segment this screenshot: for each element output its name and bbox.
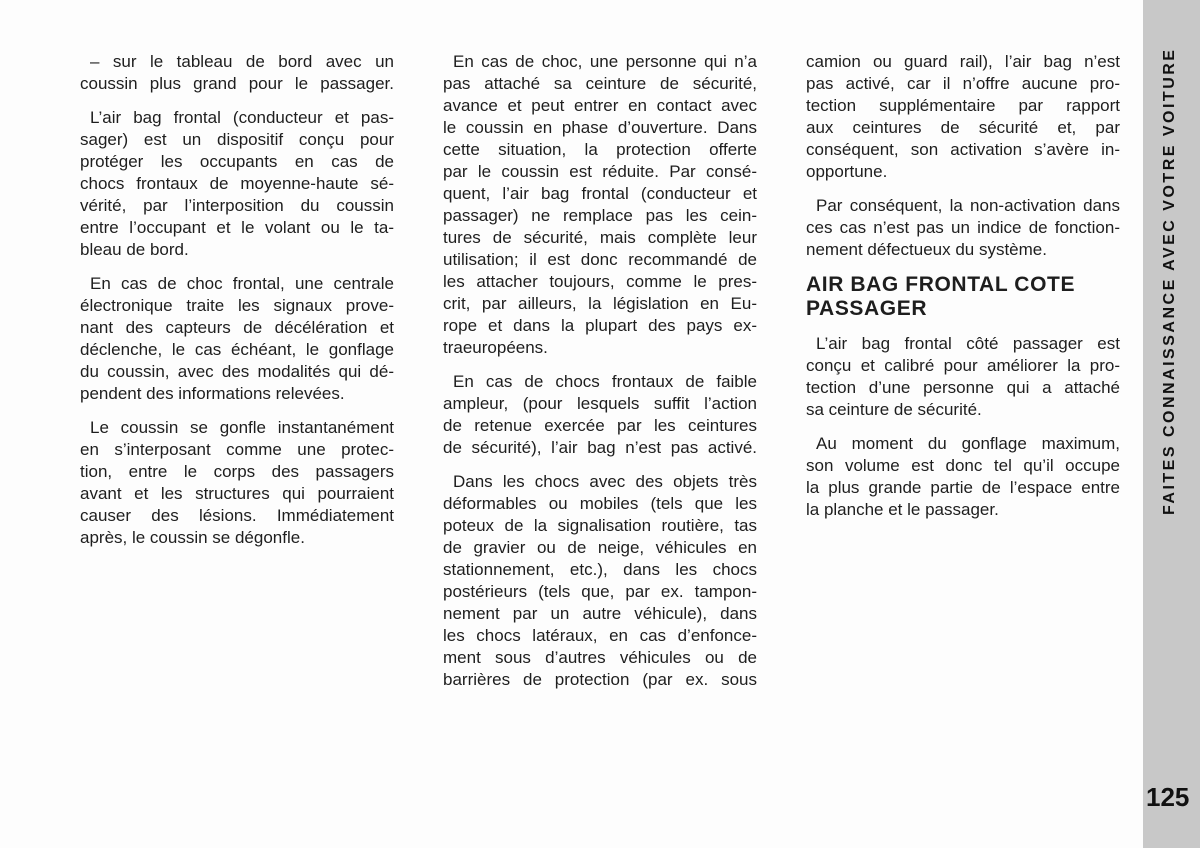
text-line: le coussin en phase d’ouverture. Dans [443, 118, 757, 137]
text-line: les chocs latéraux, en cas d’enfonce- [443, 626, 757, 645]
text-line: Au moment du gonflage maximum, [816, 434, 1120, 453]
text-line: passager) ne remplace pas les cein- [443, 206, 757, 225]
text-line: aux ceintures de sécurité et, par [806, 118, 1120, 137]
text-line: L’air bag frontal (conducteur et pas- [90, 108, 394, 127]
paragraph [80, 107, 394, 261]
text-line: du coussin, avec des modalités qui dé- [80, 362, 394, 381]
text-line: déformables ou mobiles (tels que les [443, 494, 757, 513]
text-line: rope et dans la plupart des pays ex- [443, 316, 757, 335]
text-line: sa ceinture de sécurité. [806, 400, 982, 419]
text-line: stationnement, etc.), dans les chocs [443, 560, 757, 579]
text-line: ampleur, (pour lesquels suffit l’action [443, 394, 757, 413]
text-line: chocs frontaux de moyenne-haute sé- [80, 174, 394, 193]
text-line: camion ou guard rail), l’air bag n’est [806, 52, 1120, 71]
text-line: postérieurs (tels que, par ex. tampon- [443, 582, 757, 601]
text-line: ces cas n’est pas un indice de fonction- [806, 218, 1120, 237]
text-line: de gravier ou de neige, véhicules en [443, 538, 757, 557]
paragraph [80, 417, 394, 549]
text-line: traeuropéens. [443, 338, 548, 357]
paragraph [443, 51, 757, 359]
text-line: protéger les occupants en cas de [80, 152, 394, 171]
text-line: nement par un autre véhicule), dans [443, 604, 757, 623]
paragraph [443, 471, 757, 691]
text-line: conséquent, son activation s’avère in- [806, 140, 1120, 159]
text-line: utilisation; il est donc recommandé de [443, 250, 757, 269]
text-line: causer des lésions. Immédiatement [80, 506, 394, 525]
text-line: la planche et le passager. [806, 500, 999, 519]
paragraph [806, 433, 1120, 521]
text-line: nement défectueux du système. [806, 240, 1047, 259]
text-line: opportune. [806, 162, 888, 181]
text-line: quent, l’air bag frontal (conducteur et [443, 184, 757, 203]
paragraph [806, 51, 1120, 183]
text-line: par le coussin est réduite. Par consé- [443, 162, 757, 181]
text-line: déclenche, le cas échéant, le gonflage [80, 340, 394, 359]
text-line: En cas de choc, une personne qui n’a [453, 52, 757, 71]
text-line: ment sous d’autres véhicules ou de [443, 648, 757, 667]
text-line: en s’interposant comme une protec- [80, 440, 394, 459]
text-line: Le coussin se gonfle instantanément [90, 418, 394, 437]
text-line: entre l’occupant et le volant ou le ta- [80, 218, 394, 237]
text-line: les attacher toujours, comme le pres- [443, 272, 757, 291]
text-line: Par conséquent, la non-activation dans [816, 196, 1120, 215]
text-column-3 [806, 51, 1120, 533]
text-line: En cas de chocs frontaux de faible [453, 372, 757, 391]
text-line: avant et les structures qui pourraient [80, 484, 394, 503]
text-line: sager) est un dispositif conçu pour [80, 130, 394, 149]
text-line: nant des capteurs de décélération et [80, 318, 394, 337]
text-line: crit, par ailleurs, la législation en Eu- [443, 294, 757, 313]
text-line: vérité, par l’interposition du coussin [80, 196, 394, 215]
paragraph [443, 371, 757, 459]
text-line: En cas de choc frontal, une centrale [90, 274, 394, 293]
text-line: L’air bag frontal côté passager est [816, 334, 1120, 353]
text-line: tion, entre le corps des passagers [80, 462, 394, 481]
page-number: 125 [1146, 782, 1190, 812]
text-line: barrières de protection (par ex. sous [443, 670, 757, 689]
text-column-1 [80, 51, 394, 561]
text-line: après, le coussin se dégonfle. [80, 528, 305, 547]
text-line: pas attaché sa ceinture de sécurité, [443, 74, 757, 93]
text-line: de retenue exercée par les ceintures [443, 416, 757, 435]
text-line: Dans les chocs avec des objets très [453, 472, 757, 491]
text-line: tection supplémentaire par rapport [806, 96, 1120, 115]
text-line: cette situation, la protection offerte [443, 140, 757, 159]
chapter-sidebar [1143, 0, 1200, 848]
text-column-2 [443, 51, 757, 703]
chapter-title: FAITES CONNAISSANCE AVEC VOTRE VOITURE [1161, 47, 1178, 515]
paragraph [80, 273, 394, 405]
text-line: la plus grande partie de l’espace entre [806, 478, 1120, 497]
text-line: son volume est donc tel qu’il occupe [806, 456, 1120, 475]
text-line: coussin plus grand pour le passager. [80, 74, 394, 93]
text-line: conçu et calibré pour améliorer la pro- [806, 356, 1120, 375]
text-line: tures de sécurité, mais complète leur [443, 228, 757, 247]
section-heading-line: AIR BAG FRONTAL COTE [806, 273, 1076, 296]
text-line: avance et peut entrer en contact avec [443, 96, 757, 115]
text-line: – sur le tableau de bord avec un [90, 52, 394, 71]
paragraph [806, 333, 1120, 421]
section-heading [806, 273, 1120, 321]
text-line: bleau de bord. [80, 240, 189, 259]
text-line: pas activé, car il n’offre aucune pro- [806, 74, 1120, 93]
text-line: électronique traite les signaux prove- [80, 296, 394, 315]
text-line: tection d’une personne qui a attaché [806, 378, 1120, 397]
text-line: pendent des informations relevées. [80, 384, 345, 403]
text-line: poteux de la signalisation routière, tas [443, 516, 757, 535]
paragraph [806, 195, 1120, 261]
section-heading-line: PASSAGER [806, 297, 928, 320]
paragraph [80, 51, 394, 95]
text-line: de sécurité), l’air bag n’est pas activé. [443, 438, 757, 457]
